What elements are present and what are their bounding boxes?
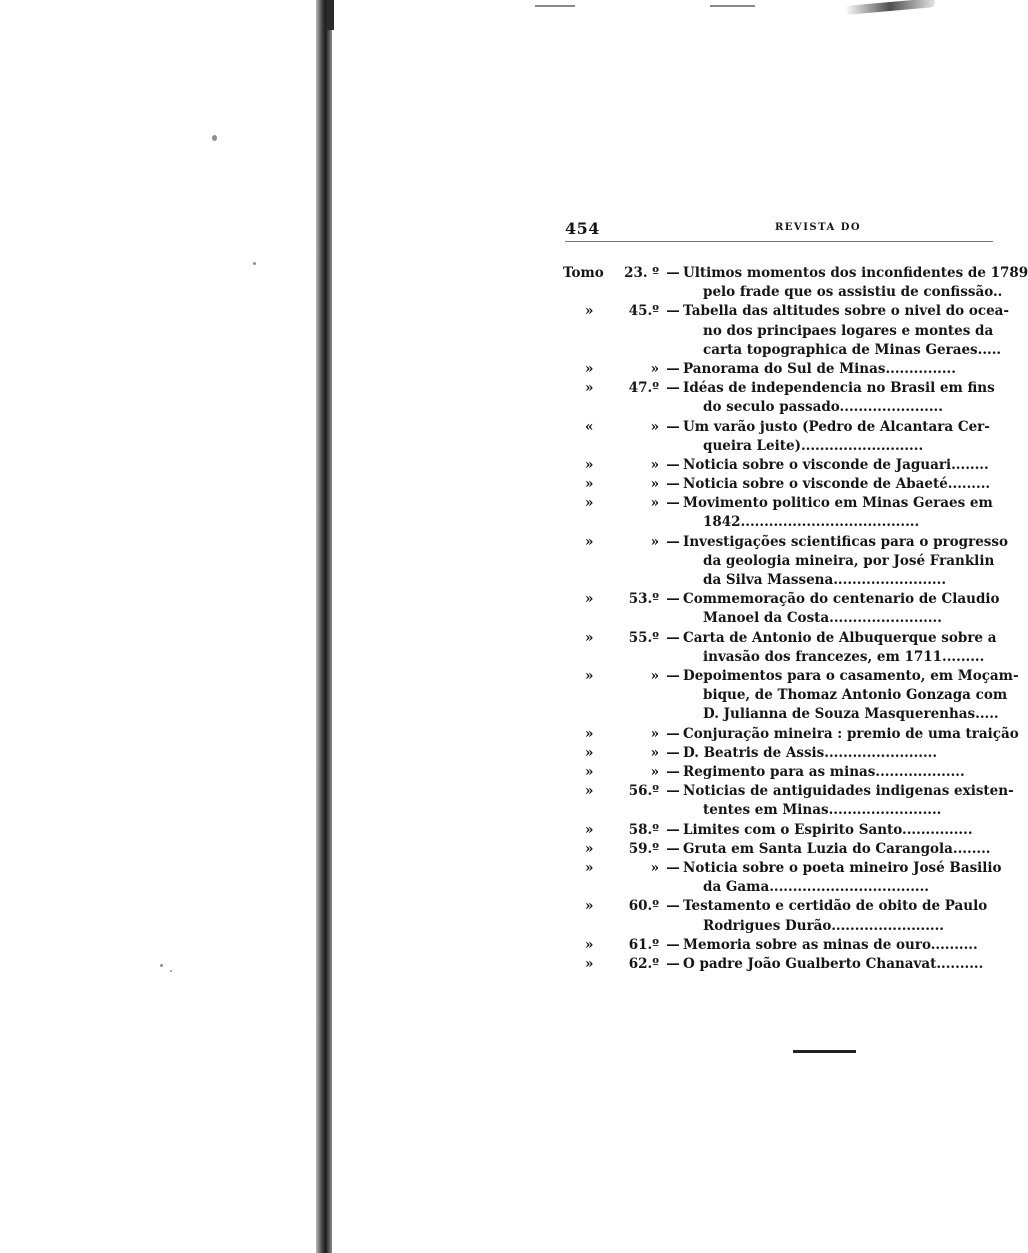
- entry-number: »: [650, 456, 659, 473]
- entry-title: [683, 782, 1014, 820]
- entry-title: [683, 821, 991, 840]
- toc-entry: [563, 955, 991, 974]
- toc-entry: [563, 897, 991, 935]
- entry-volume-label: »: [585, 840, 594, 857]
- toc-entry: [563, 533, 1008, 591]
- page-header: [565, 219, 993, 247]
- entry-title-line: Panorama do Sul de Minas...............: [683, 360, 956, 377]
- entry-title-line: da Silva Massena........................: [703, 572, 947, 589]
- paper-speck: [253, 262, 256, 265]
- entry-title-line: Movimento politico em Minas Geraes em: [683, 495, 993, 512]
- entry-title: [683, 590, 1000, 628]
- entry-number: 55.º: [628, 629, 659, 646]
- entry-title-line: Ultimos momentos dos inconfidentes de 1789: [683, 265, 1028, 281]
- entry-volume-label: »: [585, 763, 594, 780]
- entry-title: [683, 859, 1002, 897]
- entry-dash: —: [666, 380, 680, 397]
- entry-title-line: Rodrigues Durão........................: [703, 917, 944, 934]
- entry-title-line: Noticia sobre o poeta mineiro José Basilio: [683, 859, 1002, 876]
- entry-dash: —: [666, 783, 680, 800]
- entry-volume-label: »: [585, 360, 594, 377]
- entry-number: 61.º: [628, 936, 659, 953]
- entry-title: [683, 494, 993, 532]
- entry-title-line: Conjuração mineira : premio de uma traição: [683, 725, 1019, 742]
- entry-title-line: D. Julianna de Souza Masquerenhas.....: [703, 706, 999, 723]
- entry-dash: —: [666, 936, 680, 953]
- toc-entry: [563, 418, 991, 456]
- paper-speck: [160, 964, 163, 967]
- entry-number: »: [650, 360, 659, 377]
- entry-title: [683, 475, 991, 494]
- entry-number: 62.º: [628, 955, 659, 972]
- entry-volume-label: »: [585, 667, 594, 684]
- entry-volume-label: »: [585, 936, 594, 953]
- entry-dash: —: [666, 629, 680, 646]
- page-number: 454: [565, 219, 600, 238]
- entry-title: [683, 744, 991, 763]
- toc-entry: [563, 725, 1019, 744]
- entry-title-line: Idéas de independencia no Brasil em fins: [683, 380, 995, 397]
- entry-number: »: [650, 495, 659, 512]
- paper-speck: [212, 135, 217, 141]
- entry-number: 59.º: [628, 840, 659, 857]
- entry-title: [683, 936, 991, 955]
- entry-volume-label: »: [585, 629, 594, 646]
- entry-title-line: Tabella das altitudes sobre o nivel do ocea-: [683, 303, 1010, 320]
- entry-title-line: Gruta em Santa Luzia do Carangola........: [683, 840, 991, 857]
- entry-dash: —: [666, 495, 680, 512]
- entry-volume-label: «: [585, 418, 594, 435]
- entry-title: [683, 629, 996, 667]
- entry-title: [683, 418, 991, 456]
- toc-entry: [563, 782, 1014, 820]
- entry-title-line: Noticia sobre o visconde de Jaguari........: [683, 456, 989, 473]
- entry-number: 47.º: [628, 380, 659, 397]
- entry-title-line: Memoria sobre as minas de ouro..........: [683, 936, 978, 953]
- gutter-notch: [326, 0, 334, 30]
- entry-number: »: [650, 725, 659, 742]
- scan-artifact-smudge: [845, 0, 935, 15]
- entry-number: »: [650, 859, 659, 876]
- entry-dash: —: [666, 898, 680, 915]
- entry-title-line: O padre João Gualberto Chanavat..........: [683, 955, 984, 972]
- running-title: REVISTA DO: [775, 222, 862, 233]
- entry-volume-label: »: [585, 725, 594, 742]
- entry-title-line: do seculo passado......................: [703, 399, 943, 416]
- entry-title-line: Manoel da Costa........................: [703, 610, 942, 627]
- entry-dash: —: [666, 725, 680, 742]
- entry-dash: —: [666, 476, 680, 493]
- entry-title-line: 1842......................................: [703, 514, 920, 531]
- entry-volume-label: »: [585, 380, 594, 397]
- entry-dash: —: [666, 591, 680, 608]
- toc-entry: [563, 264, 1028, 302]
- entry-title-line: Regimento para as minas...................: [683, 763, 965, 780]
- toc-entry: [563, 744, 991, 763]
- entry-title: [683, 533, 1008, 591]
- entry-volume-label: »: [585, 456, 594, 473]
- entry-title: [683, 725, 1019, 744]
- entry-dash: —: [666, 859, 680, 876]
- paper-speck: [170, 970, 172, 972]
- toc-entry: [563, 379, 995, 417]
- toc-entry: [563, 629, 997, 667]
- toc-entry: [563, 360, 991, 379]
- book-gutter: [316, 0, 332, 1253]
- toc-entry: [563, 821, 991, 840]
- entry-title-line: Investigações scientificas para o progresso: [683, 533, 1008, 550]
- entry-title-line: Commemoração do centenario de Claudio: [683, 591, 1000, 608]
- entry-number: »: [650, 667, 659, 684]
- toc-entry: [563, 667, 1019, 725]
- entry-number: 45.º: [628, 303, 659, 320]
- entry-dash: —: [666, 821, 680, 838]
- entry-title-line: D. Beatris de Assis........................: [683, 744, 938, 761]
- entry-title: [683, 667, 1019, 725]
- entry-volume-label: »: [585, 898, 594, 915]
- entry-title: [683, 897, 991, 935]
- entry-dash: —: [666, 533, 680, 550]
- entry-title: [683, 264, 1028, 302]
- entry-number: »: [650, 763, 659, 780]
- entry-title-line: carta topographica de Minas Geraes.....: [703, 341, 1002, 358]
- entry-volume-label: »: [585, 744, 594, 761]
- end-rule: [793, 1050, 856, 1053]
- entry-dash: —: [666, 360, 680, 377]
- entry-number: 56.º: [628, 783, 659, 800]
- entry-dash: —: [666, 418, 680, 435]
- entry-title-line: invasão dos francezes, em 1711.........: [703, 648, 985, 665]
- entry-title: [683, 456, 991, 475]
- toc-entry: [563, 859, 1002, 897]
- entry-volume-label: »: [585, 783, 594, 800]
- facing-blank-page: [0, 0, 316, 1253]
- toc-entry: [563, 763, 991, 782]
- entry-number: »: [650, 533, 659, 550]
- entry-title-line: Limites com o Espirito Santo...............: [683, 821, 973, 838]
- entry-title-line: tentes em Minas........................: [703, 802, 942, 819]
- toc-entry: [563, 840, 991, 859]
- entry-title-line: da Gama..................................: [703, 879, 929, 896]
- entry-title-line: no dos principaes logares e montes da: [703, 322, 994, 339]
- entry-number: 60.º: [628, 898, 659, 915]
- entry-volume-label: »: [585, 495, 594, 512]
- entry-title: [683, 379, 995, 417]
- entry-dash: —: [666, 840, 680, 857]
- entry-number: 58.º: [628, 821, 659, 838]
- entry-volume-label: »: [585, 591, 594, 608]
- toc-entry: [563, 456, 991, 475]
- scan-artifact-line: [535, 5, 575, 7]
- toc-entry: [563, 302, 1010, 360]
- scan-artifact-line: [710, 5, 755, 7]
- entry-dash: —: [666, 456, 680, 473]
- toc-entry: [563, 494, 991, 532]
- entry-volume-label: »: [585, 859, 594, 876]
- entry-number: 53.º: [628, 591, 659, 608]
- entry-title: [683, 302, 1009, 360]
- entry-dash: —: [666, 763, 680, 780]
- entry-volume-label: »: [585, 821, 594, 838]
- entry-title-line: pelo frade que os assistiu de confissão..: [703, 284, 1003, 301]
- entry-number: »: [650, 744, 659, 761]
- entry-number: »: [650, 476, 659, 493]
- entry-title-line: queira Leite)..........................: [703, 437, 924, 454]
- table-of-contents: [563, 264, 1028, 974]
- entry-title: [683, 840, 991, 859]
- entry-dash: —: [666, 667, 680, 684]
- toc-entry: [563, 590, 1000, 628]
- entry-title: [683, 955, 991, 974]
- entry-title-line: Testamento e certidão de obito de Paulo: [683, 898, 988, 915]
- toc-entry: [563, 936, 991, 955]
- entry-volume-label: »: [585, 476, 594, 493]
- entry-dash: —: [666, 744, 680, 761]
- entry-title-line: Noticias de antiguidades indigenas existen-: [683, 783, 1014, 800]
- entry-title-line: Carta de Antonio de Albuquerque sobre a: [683, 629, 997, 646]
- entry-dash: —: [666, 265, 680, 281]
- header-rule: [565, 241, 993, 242]
- entry-dash: —: [666, 303, 680, 320]
- entry-title: [683, 763, 991, 782]
- entry-title-line: Noticia sobre o visconde de Abaeté.........: [683, 476, 991, 493]
- entry-volume-label: Tomo: [563, 265, 604, 281]
- entry-number: »: [650, 418, 659, 435]
- entry-title-line: Depoimentos para o casamento, em Moçam-: [683, 667, 1019, 684]
- entry-title-line: bique, de Thomaz Antonio Gonzaga com: [703, 687, 1008, 704]
- entry-volume-label: »: [585, 955, 594, 972]
- entry-number: 23. º: [624, 265, 659, 281]
- entry-title-line: Um varão justo (Pedro de Alcantara Cer-: [683, 418, 990, 435]
- entry-dash: —: [666, 955, 680, 972]
- entry-volume-label: »: [585, 533, 594, 550]
- entry-title: [683, 360, 991, 379]
- toc-entry: [563, 475, 991, 494]
- entry-volume-label: »: [585, 303, 594, 320]
- entry-title-line: da geologia mineira, por José Franklin: [703, 552, 995, 569]
